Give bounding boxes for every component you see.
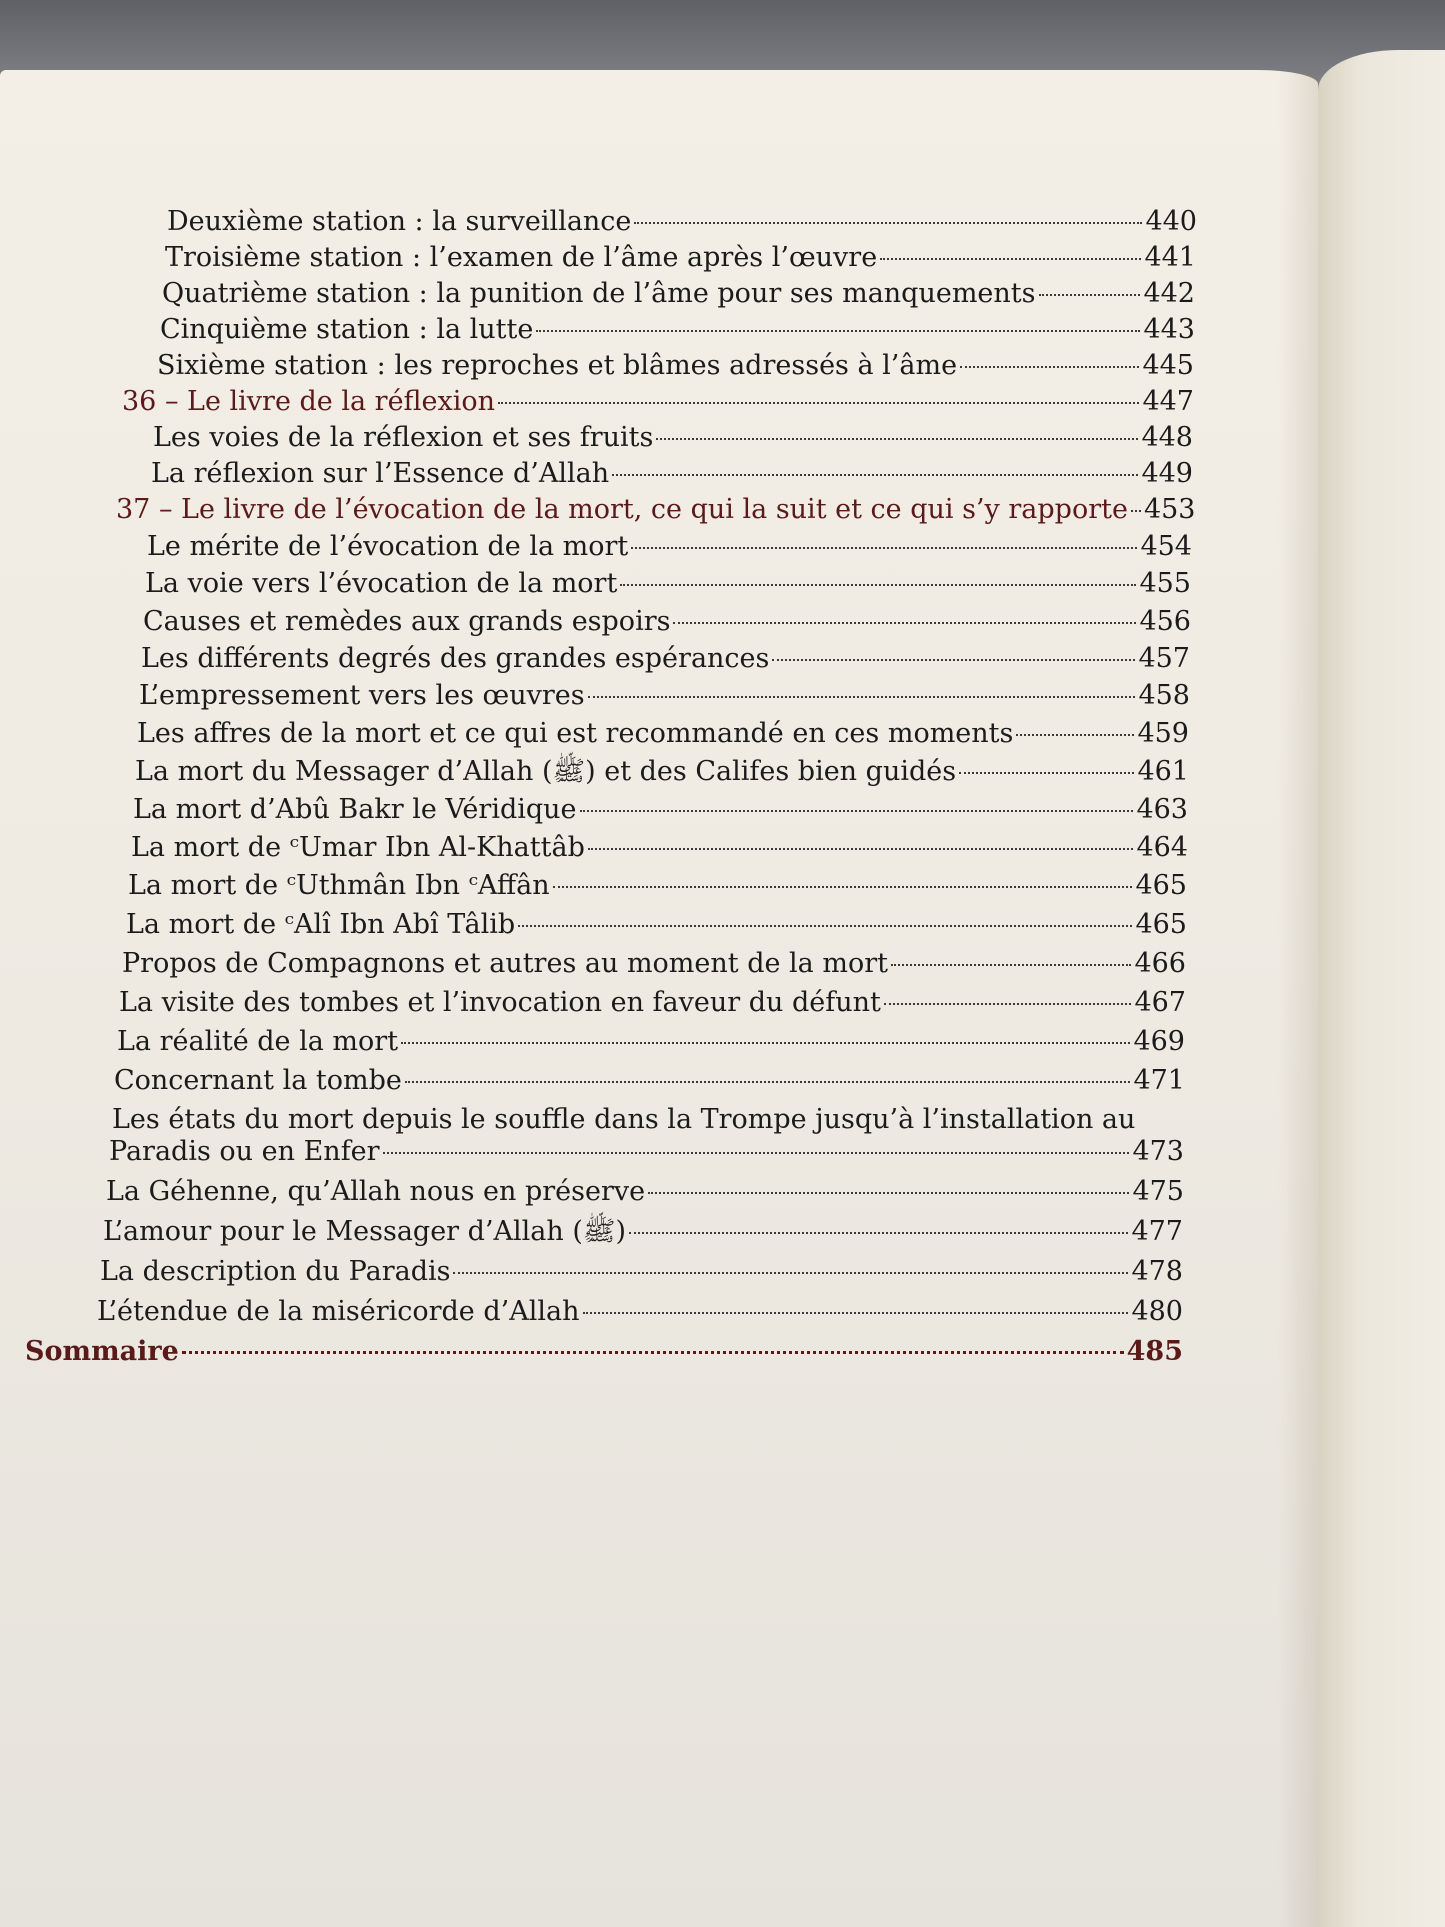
toc-entry xyxy=(103,1215,1183,1249)
toc-entry-page: 475 xyxy=(1132,1176,1184,1207)
toc-entry-title: Sixième station : les reproches et blâmes adressés à l’âme xyxy=(157,350,958,381)
toc-entry-page: 465 xyxy=(1135,870,1187,901)
toc-entry-title: Propos de Compagnons et autres au moment de la mort xyxy=(122,948,888,979)
toc-entry xyxy=(145,567,1191,601)
toc-entry-title: La réalité de la mort xyxy=(117,1026,399,1057)
toc-entry-title: La mort de ᶜUthmân Ibn ᶜAffân xyxy=(128,870,550,901)
dot-leader xyxy=(1131,510,1141,512)
toc-entry-title: La Géhenne, qu’Allah nous en préserve xyxy=(106,1176,646,1207)
toc-entry xyxy=(165,241,1196,275)
toc-entry-page: 477 xyxy=(1131,1216,1183,1247)
dot-leader xyxy=(891,964,1131,966)
toc-entry xyxy=(157,349,1194,383)
toc-entry-title: 37 – Le livre de l’évocation de la mort, ce qui la suit et ce qui s’y rapporte xyxy=(116,494,1128,525)
toc-entry xyxy=(109,1135,1184,1169)
toc-entry xyxy=(139,679,1190,713)
toc-entry-page: 471 xyxy=(1133,1065,1185,1096)
dot-leader xyxy=(673,622,1136,624)
toc-entry xyxy=(100,1255,1183,1289)
dot-leader xyxy=(553,886,1133,888)
toc-entry xyxy=(106,1175,1184,1209)
toc-entry-title: Les différents degrés des grandes espérances xyxy=(141,643,770,674)
dot-leader xyxy=(1039,294,1141,296)
toc-entry-page: 445 xyxy=(1142,350,1194,381)
toc-entry-title: La mort de ᶜUmar Ibn Al-Khattâb xyxy=(131,832,585,863)
toc-entry xyxy=(151,457,1193,491)
dot-leader xyxy=(453,1272,1128,1274)
toc-entry-page: 447 xyxy=(1142,386,1194,417)
toc-entry xyxy=(131,831,1188,865)
dot-leader xyxy=(656,438,1138,440)
dot-leader xyxy=(401,1042,1130,1044)
toc-entry-title: Les voies de la réflexion et ses fruits xyxy=(153,422,654,453)
dot-leader xyxy=(884,1003,1132,1005)
toc-entry-title: 36 – Le livre de la réflexion xyxy=(122,386,496,417)
toc-entry-title: La mort d’Abû Bakr le Véridique xyxy=(133,794,577,825)
toc-entry-title: Troisième station : l’examen de l’âme après l’œuvre xyxy=(165,242,878,273)
toc-summary-entry xyxy=(25,1335,1183,1369)
toc-entry xyxy=(126,908,1187,942)
toc-entry-page: 454 xyxy=(1140,531,1192,562)
dot-leader xyxy=(583,1312,1129,1314)
toc-entry xyxy=(137,717,1189,751)
toc-entry xyxy=(143,605,1191,639)
dot-leader xyxy=(631,547,1137,549)
toc-entry-title: La description du Paradis xyxy=(100,1256,451,1287)
toc-entry xyxy=(141,642,1190,676)
toc-entry-title-line2: Paradis ou en Enfer xyxy=(109,1136,380,1167)
toc-chapter-entry xyxy=(122,385,1194,419)
dot-leader xyxy=(629,1232,1128,1234)
toc-entry-page: 456 xyxy=(1139,606,1191,637)
toc-entry-page: 480 xyxy=(1131,1296,1183,1327)
toc-entry-page: 464 xyxy=(1136,832,1188,863)
dot-leader xyxy=(634,222,1142,224)
toc-entry xyxy=(114,1064,1185,1098)
dot-leader xyxy=(498,402,1139,404)
dot-leader xyxy=(620,584,1136,586)
toc-entry-page: 463 xyxy=(1136,794,1188,825)
toc-entry-title: Deuxième station : la surveillance xyxy=(167,206,632,237)
dot-leader xyxy=(536,330,1140,332)
toc-entry-page: 467 xyxy=(1134,987,1186,1018)
toc-entry-page: 448 xyxy=(1141,422,1193,453)
toc-entry-title: Causes et remèdes aux grands espoirs xyxy=(143,606,671,637)
toc-entry xyxy=(97,1295,1183,1329)
toc-entry xyxy=(133,793,1188,827)
toc-entry xyxy=(160,313,1195,347)
dot-leader xyxy=(588,696,1136,698)
dot-leader xyxy=(959,772,1134,774)
dot-leader xyxy=(580,810,1134,812)
dot-leader xyxy=(648,1192,1129,1194)
toc-entry xyxy=(122,947,1186,981)
toc-entry-page: 458 xyxy=(1138,680,1190,711)
toc-entry-title-line1: Les états du mort depuis le souffle dans la Trompe jusqu’à l’installation au xyxy=(112,1104,1136,1135)
toc-entry-page: 478 xyxy=(1131,1256,1183,1287)
toc-entry-page: 466 xyxy=(1134,948,1186,979)
dot-leader xyxy=(1016,734,1134,736)
toc-entry xyxy=(135,755,1189,789)
toc-entry-title: La mort de ᶜAlî Ibn Abî Tâlib xyxy=(126,909,516,940)
toc-entry xyxy=(162,277,1195,311)
dot-leader xyxy=(588,848,1134,850)
facing-page-edge xyxy=(1318,50,1445,1927)
toc-entry-page: 455 xyxy=(1139,568,1191,599)
toc-entry-page: 465 xyxy=(1135,909,1187,940)
toc-entry-page: 457 xyxy=(1138,643,1190,674)
toc-entry-page: 449 xyxy=(1141,458,1193,489)
toc-entry xyxy=(119,986,1186,1020)
toc-entry-title: L’empressement vers les œuvres xyxy=(139,680,585,711)
toc-entry-title: Sommaire xyxy=(25,1336,179,1367)
toc-entry-page: 440 xyxy=(1145,206,1197,237)
toc-entry-title: Les affres de la mort et ce qui est recommandé en ces moments xyxy=(137,718,1014,749)
toc-entry-page: 469 xyxy=(1133,1026,1185,1057)
dot-leader xyxy=(383,1152,1130,1154)
toc-entry-page: 473 xyxy=(1132,1136,1184,1167)
dot-leader xyxy=(518,925,1132,927)
toc-entry-title: La voie vers l’évocation de la mort xyxy=(145,568,618,599)
toc-entry-page: 442 xyxy=(1143,278,1195,309)
toc-entry-title: La visite des tombes et l’invocation en faveur du défunt xyxy=(119,987,881,1018)
toc-entry-page: 443 xyxy=(1143,314,1195,345)
toc-entry xyxy=(153,421,1193,455)
toc-entry-title: Le mérite de l’évocation de la mort xyxy=(147,531,629,562)
dot-leader xyxy=(960,366,1139,368)
dot-leader xyxy=(405,1081,1131,1083)
page-gutter-shading xyxy=(1278,70,1318,1927)
toc-entry-page: 453 xyxy=(1143,494,1196,525)
toc-entry xyxy=(147,530,1192,564)
toc-entry-page: 441 xyxy=(1144,242,1196,273)
dot-leader xyxy=(772,659,1135,661)
toc-chapter-entry xyxy=(116,493,1196,527)
toc-entry-title: L’étendue de la miséricorde d’Allah xyxy=(97,1296,580,1327)
toc-entry xyxy=(167,205,1197,239)
dot-leader xyxy=(612,474,1138,476)
toc-entry-title: Quatrième station : la punition de l’âme pour ses manquements xyxy=(162,278,1036,309)
toc-entry-title: Cinquième station : la lutte xyxy=(160,314,534,345)
toc-entry-page: 485 xyxy=(1126,1336,1183,1367)
toc-entry-title: Concernant la tombe xyxy=(114,1065,402,1096)
toc-entry xyxy=(128,869,1187,903)
toc-entry-title: L’amour pour le Messager d’Allah (ﷺ) xyxy=(103,1216,627,1247)
toc-entry-page: 459 xyxy=(1137,718,1189,749)
dot-leader xyxy=(880,258,1141,260)
toc-entry-title: La réflexion sur l’Essence d’Allah xyxy=(151,458,610,489)
toc-entry xyxy=(117,1025,1185,1059)
toc-entry-page: 461 xyxy=(1137,756,1189,787)
toc-entry-title: La mort du Messager d’Allah (ﷺ) et des Califes bien guidés xyxy=(135,756,957,787)
dot-leader xyxy=(182,1351,1124,1354)
